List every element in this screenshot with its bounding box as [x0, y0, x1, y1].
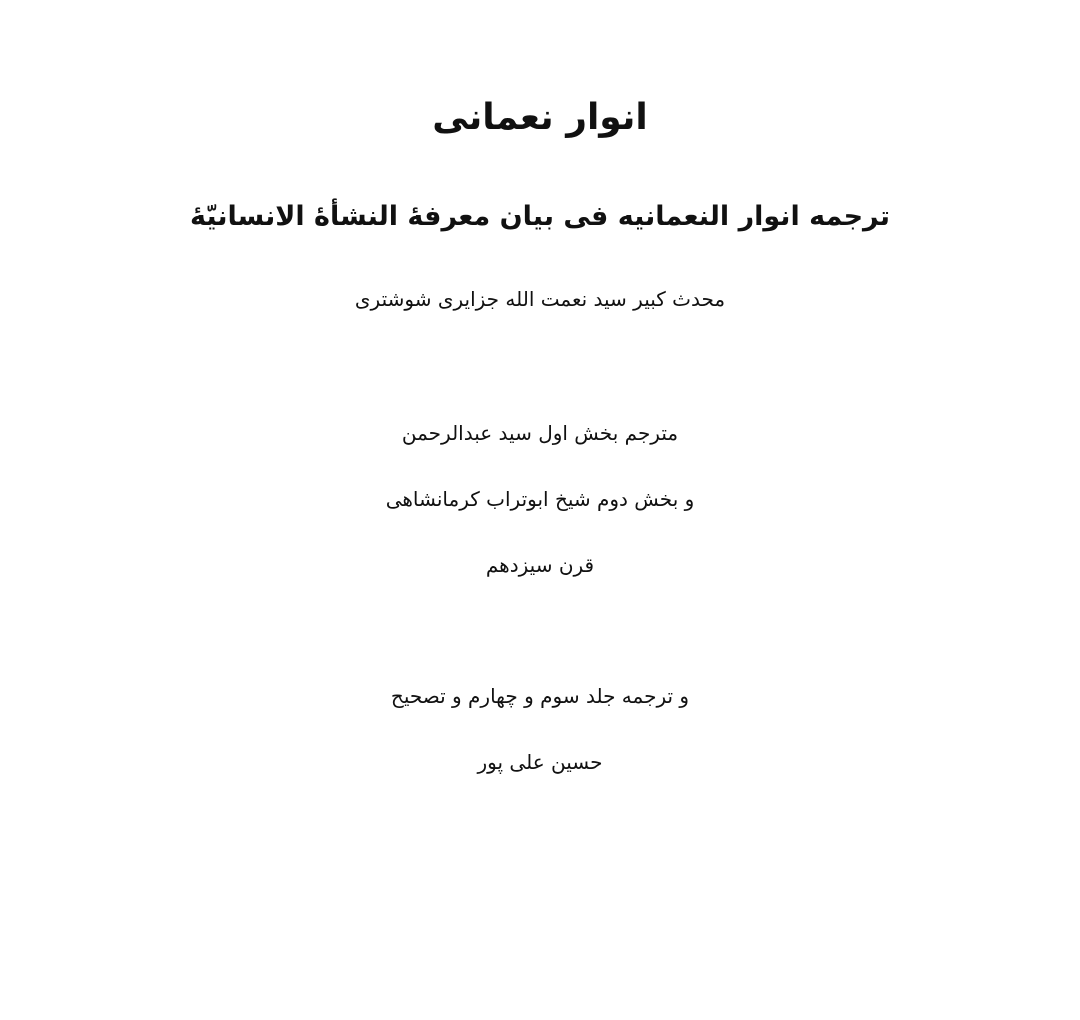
book-title: انوار نعمانی	[432, 97, 648, 138]
editor-line: حسین علی پور	[477, 750, 603, 774]
book-subtitle: ترجمه انوار النعمانیه فی بیان معرفۀ النشأۀ الانسانیّۀ	[190, 201, 890, 232]
translator-part1-line: مترجم بخش اول سید عبدالرحمن	[401, 421, 679, 445]
translator-part2-line: و بخش دوم شیخ ابوتراب کرمانشاهی	[385, 487, 695, 511]
century-line: قرن سیزدهم	[485, 553, 595, 577]
author-line: محدث کبیر سید نعمت الله جزایری شوشتری	[354, 287, 726, 311]
translator-volumes-line: و ترجمه جلد سوم و چهارم و تصحیح	[390, 684, 690, 708]
